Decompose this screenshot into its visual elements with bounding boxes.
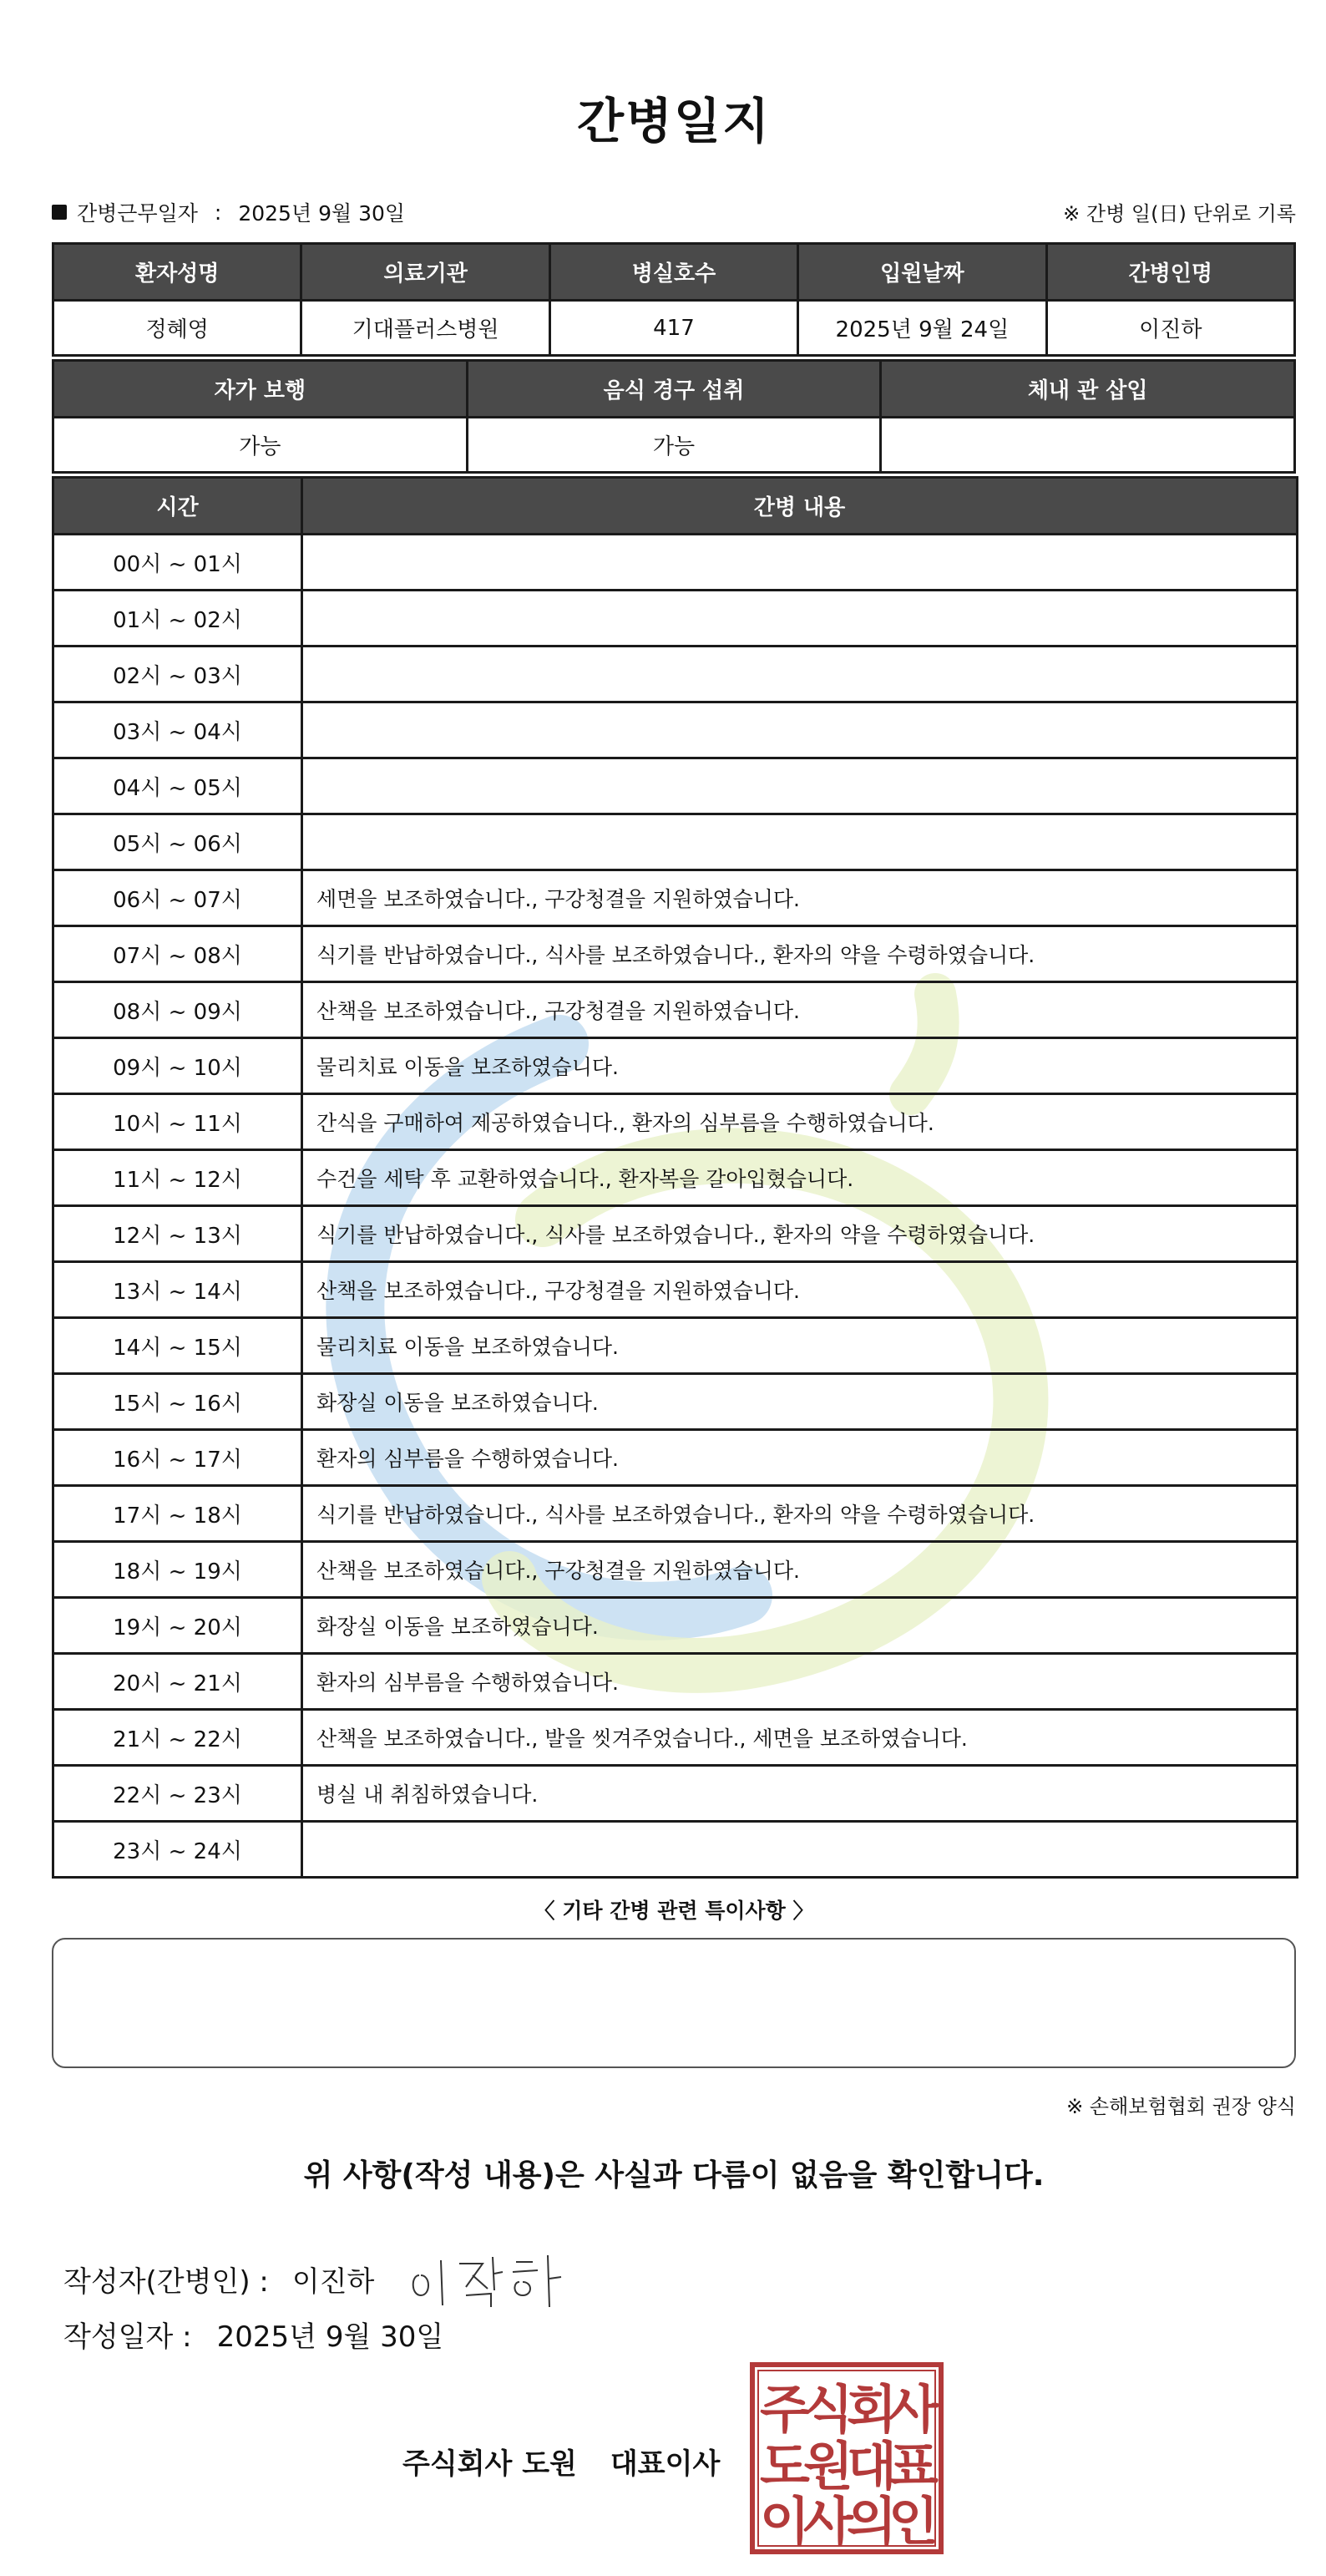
company-seal-stamp [750,2362,944,2554]
admission-date: 2025년 9월 24일 [798,301,1046,356]
memo-field[interactable] [52,1938,1296,2068]
header-admission-date: 입원날짜 [798,244,1046,301]
care-content-cell[interactable]: 화장실 이동을 보조하였습니다. [302,1374,1298,1430]
time-cell: 04시 ~ 05시 [53,758,302,814]
time-cell: 11시 ~ 12시 [53,1150,302,1206]
table-row [53,1374,1298,1430]
record-unit-note: ※ 간병 일(日) 단위로 기록 [1063,202,1296,226]
time-cell: 23시 ~ 24시 [53,1822,302,1878]
time-cell: 20시 ~ 21시 [53,1654,302,1710]
writer-line [63,2245,574,2312]
header-oral-intake: 음식 경구 섭취 [467,361,881,418]
care-content-cell[interactable]: 물리치료 이동을 보조하였습니다. [302,1318,1298,1374]
time-cell: 15시 ~ 16시 [53,1374,302,1430]
hospital-name: 기대플러스병원 [301,301,549,356]
table-row [53,1150,1298,1206]
table-row [53,418,1295,473]
care-content-cell[interactable]: 식기를 반납하였습니다., 식사를 보조하였습니다., 환자의 약을 수령하였습니다. [302,1206,1298,1262]
table-row [53,1766,1298,1822]
square-bullet-icon [52,205,67,220]
time-cell: 09시 ~ 10시 [53,1038,302,1094]
care-content-cell[interactable]: 산책을 보조하였습니다., 구강청결을 지원하였습니다. [302,982,1298,1038]
header-patient-name: 환자성명 [53,244,301,301]
care-content-cell[interactable]: 화장실 이동을 보조하였습니다. [302,1598,1298,1654]
care-content-cell[interactable]: 산책을 보조하였습니다., 구강청결을 지원하였습니다. [302,1262,1298,1318]
care-content-cell[interactable] [302,702,1298,758]
table-row [53,982,1298,1038]
patient-name: 정혜영 [53,301,301,356]
table-row [53,1430,1298,1486]
confirm-statement: 위 사항(작성 내용)은 사실과 다름이 없음을 확인합니다. [303,2158,1045,2193]
patient-status-table [52,359,1296,474]
table-row [53,702,1298,758]
table-row [53,1654,1298,1710]
header-time: 시간 [53,478,302,535]
care-content-cell[interactable] [302,591,1298,647]
time-cell: 05시 ~ 06시 [53,814,302,870]
table-row [53,301,1295,356]
oral-intake-value: 가능 [467,418,881,473]
svg-text:표: 표 [888,2436,939,2497]
table-row [53,758,1298,814]
table-row [53,1038,1298,1094]
memo-title: 〈 기타 간병 관련 특이사항 〉 [534,1899,814,1923]
table-row [53,1486,1298,1542]
care-content-cell[interactable]: 산책을 보조하였습니다., 발을 씻겨주었습니다., 세면을 보조하였습니다. [302,1710,1298,1766]
table-header-row [53,478,1298,535]
header-caregiver: 간병인명 [1046,244,1294,301]
table-row [53,1710,1298,1766]
company-representative-title: 대표이사 [610,2447,721,2481]
care-content-cell[interactable] [302,758,1298,814]
svg-text:도: 도 [760,2436,810,2497]
room-number: 417 [549,301,797,356]
time-cell: 22시 ~ 23시 [53,1766,302,1822]
care-content-cell[interactable]: 환자의 심부름을 수행하였습니다. [302,1654,1298,1710]
self-walking-value: 가능 [53,418,468,473]
table-row [53,1094,1298,1150]
table-row [53,1262,1298,1318]
table-row [53,1206,1298,1262]
time-cell: 18시 ~ 19시 [53,1542,302,1598]
care-content-cell[interactable]: 환자의 심부름을 수행하였습니다. [302,1430,1298,1486]
time-cell: 03시 ~ 04시 [53,702,302,758]
header-hospital: 의료기관 [301,244,549,301]
header-tube-insertion: 체내 관 삽입 [881,361,1295,418]
care-content-cell[interactable]: 식기를 반납하였습니다., 식사를 보조하였습니다., 환자의 약을 수령하였습니다. [302,1486,1298,1542]
written-date-label: 작성일자 : [63,2320,192,2354]
svg-text:주: 주 [760,2379,810,2440]
table-row [53,535,1298,591]
care-content-cell[interactable] [302,535,1298,591]
time-cell: 13시 ~ 14시 [53,1262,302,1318]
svg-text:원: 원 [803,2436,853,2497]
header-care-content: 간병 내용 [302,478,1298,535]
svg-text:회: 회 [847,2379,897,2440]
time-cell: 19시 ~ 20시 [53,1598,302,1654]
time-cell: 02시 ~ 03시 [53,647,302,702]
time-cell: 01시 ~ 02시 [53,591,302,647]
work-date [52,197,405,227]
tube-insertion-value [881,418,1295,473]
time-cell: 08시 ~ 09시 [53,982,302,1038]
care-content-cell[interactable]: 식기를 반납하였습니다., 식사를 보조하였습니다., 환자의 약을 수령하였습니다. [302,926,1298,982]
care-content-cell[interactable] [302,1822,1298,1878]
svg-text:이: 이 [760,2491,810,2552]
care-log-rows [53,535,1298,1878]
time-cell: 07시 ~ 08시 [53,926,302,982]
handwritten-signature [407,2245,574,2312]
table-row [53,1822,1298,1878]
company-line [402,2441,720,2482]
svg-text:사: 사 [888,2379,939,2440]
table-row [53,591,1298,647]
svg-text:인: 인 [888,2491,939,2552]
header-room: 병실호수 [549,244,797,301]
care-content-cell[interactable] [302,814,1298,870]
table-row [53,926,1298,982]
table-row [53,870,1298,926]
care-content-cell[interactable]: 산책을 보조하였습니다., 구강청결을 지원하였습니다. [302,1542,1298,1598]
time-cell: 10시 ~ 11시 [53,1094,302,1150]
table-row [53,1598,1298,1654]
care-log-table [52,476,1298,1879]
work-date-label: 간병근무일자 [77,201,198,226]
time-cell: 00시 ~ 01시 [53,535,302,591]
time-cell: 17시 ~ 18시 [53,1486,302,1542]
meta-row [52,197,1296,231]
writer-label: 작성자(간병인) : [63,2264,269,2299]
patient-info-table [52,242,1296,357]
table-row [53,1318,1298,1374]
time-cell: 12시 ~ 13시 [53,1206,302,1262]
svg-text:대: 대 [847,2436,897,2497]
care-content-cell[interactable]: 세면을 보조하였습니다., 구강청결을 지원하였습니다. [302,870,1298,926]
caregiver-name: 이진하 [1046,301,1294,356]
time-cell: 14시 ~ 15시 [53,1318,302,1374]
time-cell: 16시 ~ 17시 [53,1430,302,1486]
work-date-separator: : [214,200,222,225]
header-self-walking: 자가 보행 [53,361,468,418]
svg-text:의: 의 [847,2491,897,2552]
svg-text:식: 식 [803,2379,853,2440]
time-cell: 06시 ~ 07시 [53,870,302,926]
care-content-cell[interactable]: 물리치료 이동을 보조하였습니다. [302,1038,1298,1094]
table-row [53,814,1298,870]
care-content-cell[interactable]: 간식을 구매하여 제공하였습니다., 환자의 심부름을 수행하였습니다. [302,1094,1298,1150]
table-header-row [53,361,1295,418]
table-header-row [53,244,1295,301]
written-date-line [63,2314,443,2355]
written-date-value: 2025년 9월 30일 [216,2320,444,2354]
table-row [53,647,1298,702]
svg-text:사: 사 [803,2491,853,2552]
care-content-cell[interactable]: 병실 내 취침하였습니다. [302,1766,1298,1822]
care-content-cell[interactable]: 수건을 세탁 후 교환하였습니다., 환자복을 갈아입혔습니다. [302,1150,1298,1206]
writer-name: 이진하 [291,2264,375,2299]
work-date-value: 2025년 9월 30일 [238,201,406,226]
care-content-cell[interactable] [302,647,1298,702]
table-row [53,1542,1298,1598]
time-cell: 21시 ~ 22시 [53,1710,302,1766]
company-name: 주식회사 도원 [402,2447,577,2481]
recommend-note: ※ 손해보험협회 권장 양식 [1066,2095,1296,2118]
document-title: 간병일지 [576,93,772,150]
